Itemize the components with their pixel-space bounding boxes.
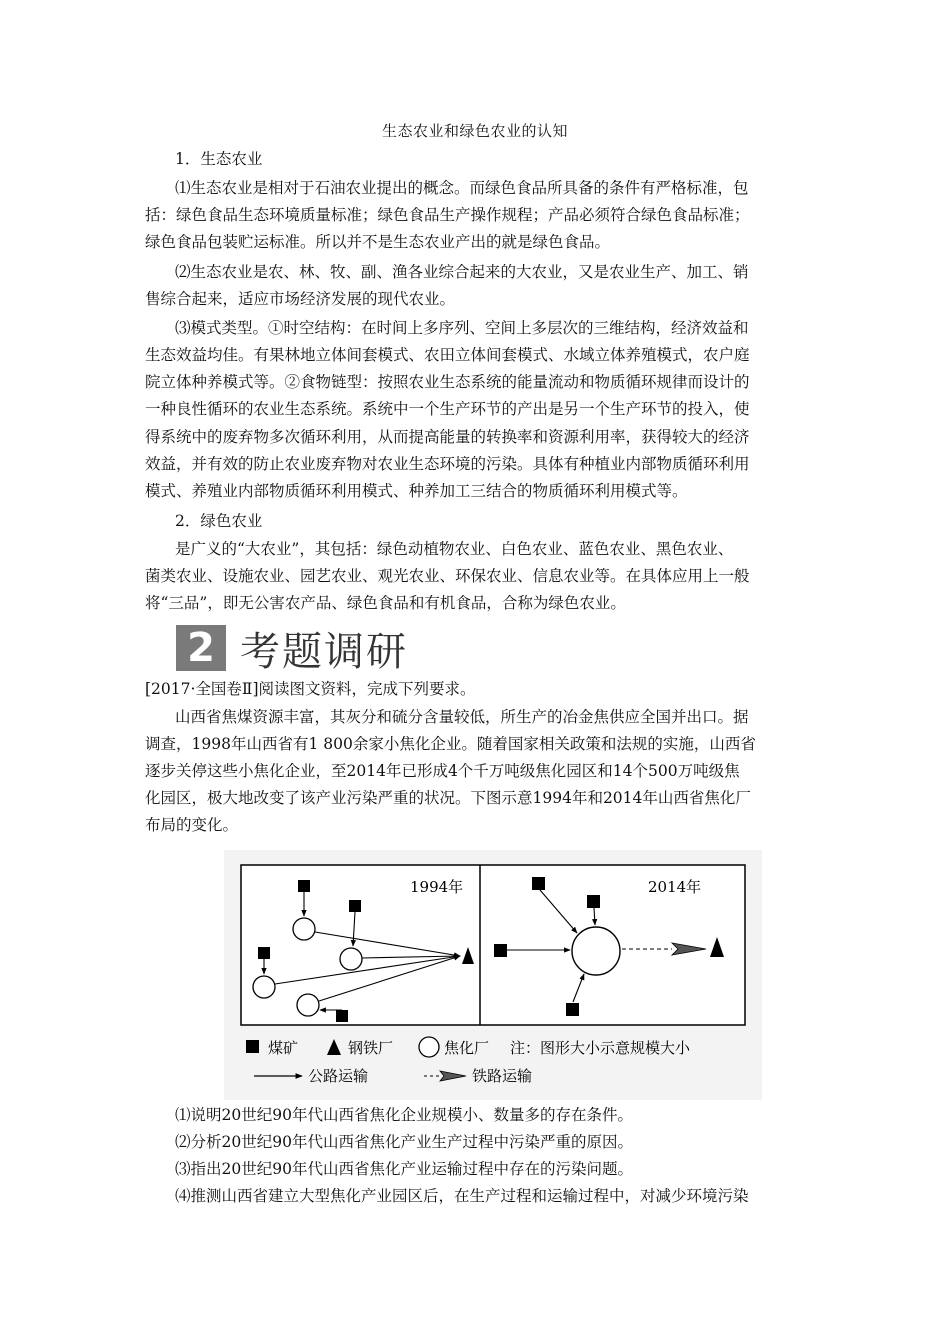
coking-plant-icon bbox=[340, 948, 362, 970]
coal-mine-icon bbox=[532, 877, 545, 890]
legend-steel: 钢铁厂 bbox=[348, 1039, 394, 1057]
legend-note: 注：图形大小示意规模大小 bbox=[510, 1039, 691, 1057]
coal-mine-icon bbox=[587, 895, 600, 908]
paragraph-line: 山西省焦煤资源丰富，其灰分和硫分含量较低，所生产的冶金焦供应全国并出口。据 bbox=[175, 708, 749, 726]
coking-plant-icon bbox=[297, 994, 319, 1016]
paragraph-line: ⑵生态农业是农、林、牧、副、渔各业综合起来的大农业，又是农业生产、加工、销 bbox=[175, 263, 749, 281]
paragraph-line: 效益，并有效的防止农业废弃物对农业生态环境的污染。具体有种植业内部物质循环利用 bbox=[145, 455, 750, 473]
section-heading: 1．生态农业 bbox=[175, 150, 263, 168]
legend-coal: 煤矿 bbox=[268, 1039, 299, 1057]
paragraph-line: 绿色食品包装贮运标准。所以并不是生态农业产出的就是绿色食品。 bbox=[145, 233, 611, 251]
paragraph-line: 化园区，极大地改变了该产业污染严重的状况。下图示意1994年和2014年山西省焦化厂 bbox=[145, 789, 751, 807]
paragraph-line: 菌类农业、设施农业、园艺农业、观光农业、环保农业、信息农业等。在具体应用上一般 bbox=[145, 567, 750, 585]
paragraph-line: 售综合起来，适应市场经济发展的现代农业。 bbox=[145, 290, 456, 308]
question-item: ⑷推测山西省建立大型焦化产业园区后，在生产过程和运输过程中，对减少环境污染 bbox=[175, 1187, 749, 1205]
year-label-1994: 1994年 bbox=[410, 878, 464, 896]
coal-mine-icon bbox=[566, 1003, 579, 1016]
question-item: ⑴说明20世纪90年代山西省焦化企业规模小、数量多的存在条件。 bbox=[175, 1106, 633, 1124]
exam-source: [2017·全国卷Ⅱ]阅读图文资料，完成下列要求。 bbox=[145, 680, 476, 698]
paragraph-line: 模式、养殖业内部物质循环利用模式、种养加工三结合的物质循环利用模式等。 bbox=[145, 482, 688, 500]
paragraph-line: 布局的变化。 bbox=[145, 816, 239, 834]
coal-mine-icon bbox=[349, 900, 361, 912]
coal-mine-icon bbox=[298, 880, 310, 892]
coal-mine-icon bbox=[246, 1040, 259, 1053]
legend-coking: 焦化厂 bbox=[444, 1039, 490, 1057]
paragraph-line: 是广义的“大农业”，其包括：绿色动植物农业、白色农业、蓝色农业、黑色农业、 bbox=[175, 540, 734, 558]
legend-road: 公路运输 bbox=[308, 1067, 369, 1085]
section-heading: 2．绿色农业 bbox=[175, 512, 263, 530]
coal-mine-icon bbox=[258, 947, 270, 959]
coking-plant-icon bbox=[293, 918, 315, 940]
coking-plant-icon bbox=[572, 927, 620, 975]
coking-plant-icon bbox=[253, 976, 275, 998]
paragraph-line: 一种良性循环的农业生态系统。系统中一个生产环节的产出是另一个生产环节的投入，使 bbox=[145, 400, 750, 418]
legend-rail: 铁路运输 bbox=[472, 1067, 533, 1085]
coking-plant-icon bbox=[419, 1037, 439, 1057]
page-title: 生态农业和绿色农业的认知 bbox=[381, 122, 568, 140]
coking-layout-figure bbox=[224, 850, 762, 1100]
paragraph-line: 得系统中的废弃物多次循环利用，从而提高能量的转换率和资源利用率，获得较大的经济 bbox=[145, 428, 750, 446]
paragraph-line: 逐步关停这些小焦化企业，至2014年已形成4个千万吨级焦化园区和14个500万吨级焦 bbox=[145, 762, 740, 780]
paragraph-line: ⑶模式类型。①时空结构：在时间上多序列、空间上多层次的三维结构，经济效益和 bbox=[175, 319, 749, 337]
section-title: 考题调研 bbox=[240, 628, 408, 675]
paragraph-line: 将“三品”，即无公害农产品、绿色食品和有机食品，合称为绿色农业。 bbox=[145, 594, 626, 612]
coal-mine-icon bbox=[494, 944, 507, 957]
paragraph-line: ⑴生态农业是相对于石油农业提出的概念。而绿色食品所具备的条件有严格标准，包 bbox=[175, 179, 749, 197]
paragraph-line: 调查，1998年山西省有1 800余家小焦化企业。随着国家相关政策和法规的实施，山西省 bbox=[145, 735, 756, 753]
question-item: ⑶指出20世纪90年代山西省焦化产业运输过程中存在的污染问题。 bbox=[175, 1160, 633, 1178]
section-number: 2 bbox=[176, 625, 226, 671]
question-item: ⑵分析20世纪90年代山西省焦化产业生产过程中污染严重的原因。 bbox=[175, 1133, 633, 1151]
coal-mine-icon bbox=[336, 1010, 348, 1022]
paragraph-line: 院立体种养模式等。②食物链型：按照农业生态系统的能量流动和物质循环规律而设计的 bbox=[145, 373, 750, 391]
year-label-2014: 2014年 bbox=[648, 878, 702, 896]
paragraph-line: 生态效益均佳。有果林地立体间套模式、农田立体间套模式、水域立体养殖模式，农户庭 bbox=[145, 346, 750, 364]
section-banner bbox=[176, 624, 408, 675]
paragraph-line: 括：绿色食品生态环境质量标准；绿色食品生产操作规程；产品必须符合绿色食品标准； bbox=[145, 206, 750, 224]
